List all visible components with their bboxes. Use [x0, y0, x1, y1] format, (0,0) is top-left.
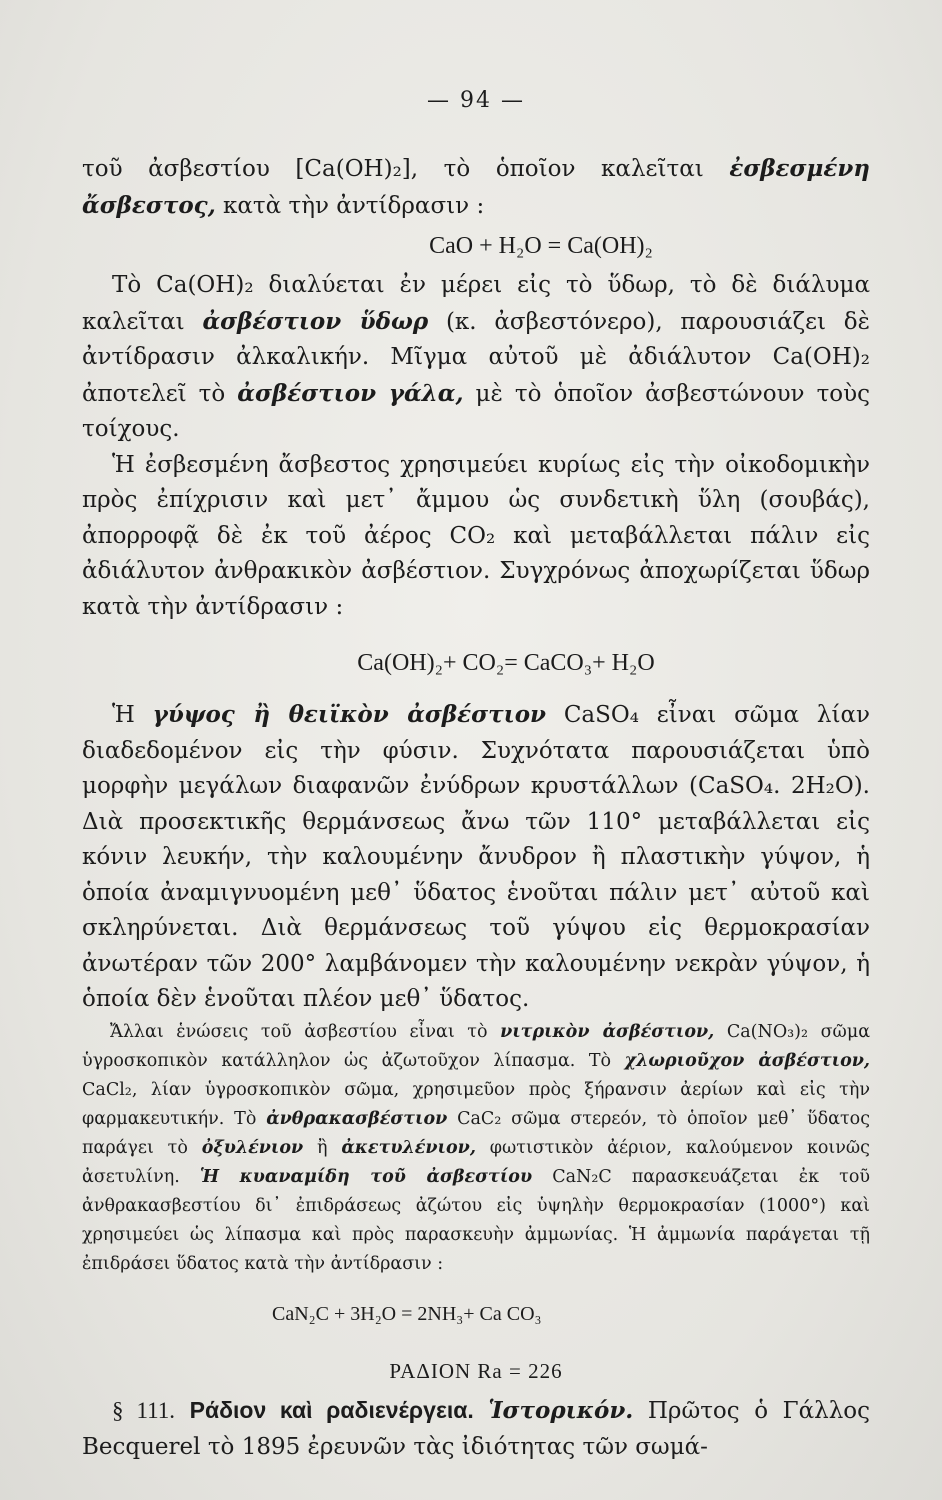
paragraph-lime-water: [82, 268, 870, 448]
text: τοῦ ἀσβεστίου [Ca(OH)₂], τὸ ὁποῖον καλεῖται: [82, 156, 730, 182]
paragraph-slaked-lime: [82, 151, 870, 224]
section-title: Ράδιον καὶ ραδιενέργεια.: [189, 1396, 474, 1423]
text: CaSO₄ εἶναι σῶμα λίαν διαδεδομένον εἰς τὴν φύσιν. Συχνότατα παρουσιάζεται ὑπὸ μορφὴν μεγάλων διαφανῶν ἐνύδρων κρυστάλλων (CaSO₄. 2H₂O). Διὰ προσεκτικῆς θερμάνσεως ἄνω τῶν 110° μεταβάλλεται εἰς κόνιν λευκήν, τὴν καλουμένην ἄνυδρον ἢ πλαστικὴν γύψον, ἡ ὁποία ἀναμιγνυομένη μεθ᾽ ὕδατος ἑνοῦται πάλιν μετ᾽ αὐτοῦ καὶ σκληρύνεται. Διὰ θερμάνσεως τοῦ γύψου εἰς θερμοκρασίαν ἀνωτέραν τῶν 200° λαμβάνομεν τὴν καλουμένην νεκρὰν γύψον, ἡ ὁποία δὲν ἑνοῦται πλέον μεθ᾽ ὕδατος.: [82, 702, 870, 1012]
text: (κ. ἀσβεστόνερο), παρουσιάζει δὲ ἀντίδρασιν ἀλκαλικήν. Μῖγμα αὐτοῦ μὲ ἀδιάλυτον Ca(OH)₂ ἀποτελεῖ τὸ: [82, 308, 870, 407]
emphasis-term: ἀσβέστιον γάλα,: [237, 379, 464, 407]
text: Ἡ: [112, 702, 153, 728]
emphasis-term: ἀσβέστιον ὕδωρ: [202, 307, 429, 335]
emphasis-term: ὀξυλένιον: [201, 1137, 304, 1158]
text: Τὸ Ca(OH)₂ διαλύεται ἐν μέρει εἰς τὸ ὕδωρ, τὸ δὲ διάλυμα καλεῖται: [82, 272, 870, 335]
section-text: Πρῶτος ὁ Γάλλος Becquerel τὸ 1895 ἐρευνῶν τὰς ἰδιότητας τῶν σωμά-: [82, 1397, 870, 1460]
emphasis-term: ἀνθρακασβέστιον: [266, 1108, 448, 1129]
paragraph-other-compounds: [82, 1018, 870, 1279]
paragraph-gypsum: [82, 697, 870, 1018]
text: Ca(NO₃)₂ σῶμα ὑγροσκοπικὸν κατάλληλον ὡς ἀζωτοῦχον λίπασμα. Τὸ: [82, 1021, 871, 1071]
text: φωτιστικὸν ἀέριον, καλούμενον κοινῶς ἀσετυλίνη.: [82, 1137, 870, 1187]
emphasis-term: χλωριοῦχον ἀσβέστιον,: [624, 1050, 870, 1071]
emphasis-term: γύψος ἢ θειϊκὸν ἀσβέστιον: [152, 701, 546, 728]
emphasis-term: νιτρικὸν ἀσβέστιον,: [500, 1021, 715, 1042]
text: Ἄλλαι ἑνώσεις τοῦ ἀσβεστίου εἶναι τὸ: [110, 1021, 501, 1042]
text: μὲ τὸ ὁποῖον ἀσβεστώνουν τοὺς τοίχους.: [82, 380, 870, 442]
equation-carbonation: Ca(OH)₂+ CO₂= CaCO₃+ H₂O: [357, 650, 655, 676]
text: CaCl₂, λίαν ὑγροσκοπικὸν σῶμα, χρησιμεῦον πρὸς ξήρανσιν ἀερίων καὶ εἰς τὴν φαρμακευτικήν. Τὸ: [82, 1079, 870, 1129]
text: κατὰ τὴν ἀντίδρασιν :: [215, 192, 485, 219]
text: ἢ: [303, 1137, 342, 1158]
equation-slaking: CaO + H₂O = Ca(OH)₂: [429, 233, 653, 259]
page-number: — 94 —: [427, 88, 525, 113]
equation-cyanamide: CaN₂C + 3H₂O = 2NH₃+ Ca CO₃: [272, 1302, 542, 1325]
emphasis-term: ἐσβεσμένη ἄσβεστος,: [82, 155, 870, 219]
element-heading-radium: ΡΑΔΙΟΝ Ra = 226: [389, 1358, 563, 1383]
section-number: § 111.: [112, 1397, 176, 1423]
emphasis-term: Ἡ κυαναμίδη τοῦ ἀσβεστίου: [199, 1166, 533, 1187]
paragraph-uses: Ἡ ἐσβεσμένη ἄσβεστος χρησιμεύει κυρίως εἰς τὴν οἰκοδομικὴν πρὸς ἐπίχρισιν καὶ μετ᾽ ἄμμου ὡς συνδετικὴ ὕλη (σουβάς), ἀπορροφᾷ δὲ ἐκ τοῦ ἀέρος CO₂ καὶ μεταβάλλεται πάλιν εἰς ἀδιάλυτον ἀνθρακικὸν ἀσβέστιον. Συγχρόνως ἀποχωρίζεται ὕδωρ κατὰ τὴν ἀντίδρασιν :: [82, 451, 870, 620]
text: CaN₂C παρασκευάζεται ἐκ τοῦ ἀνθρακασβεστίου δι᾽ ἐπιδράσεως ἀζώτου εἰς ὑψηλὴν θερμοκρασίαν (1000°) καὶ χρησιμεύει ὡς λίπασμα καὶ πρὸς παρασκευὴν ἀμμωνίας. Ἡ ἀμμωνία παράγεται τῇ ἐπιδράσει ὕδατος κατὰ τὴν ἀντίδρασιν :: [82, 1166, 870, 1274]
section-111: [82, 1392, 870, 1465]
emphasis-term: ἀκετυλένιον,: [341, 1137, 476, 1158]
section-subtitle: Ἱστορικόν.: [488, 1396, 634, 1424]
text: CaC₂ σῶμα στερεόν, τὸ ὁποῖον μεθ᾽ ὕδατος παράγει τὸ: [82, 1108, 870, 1158]
